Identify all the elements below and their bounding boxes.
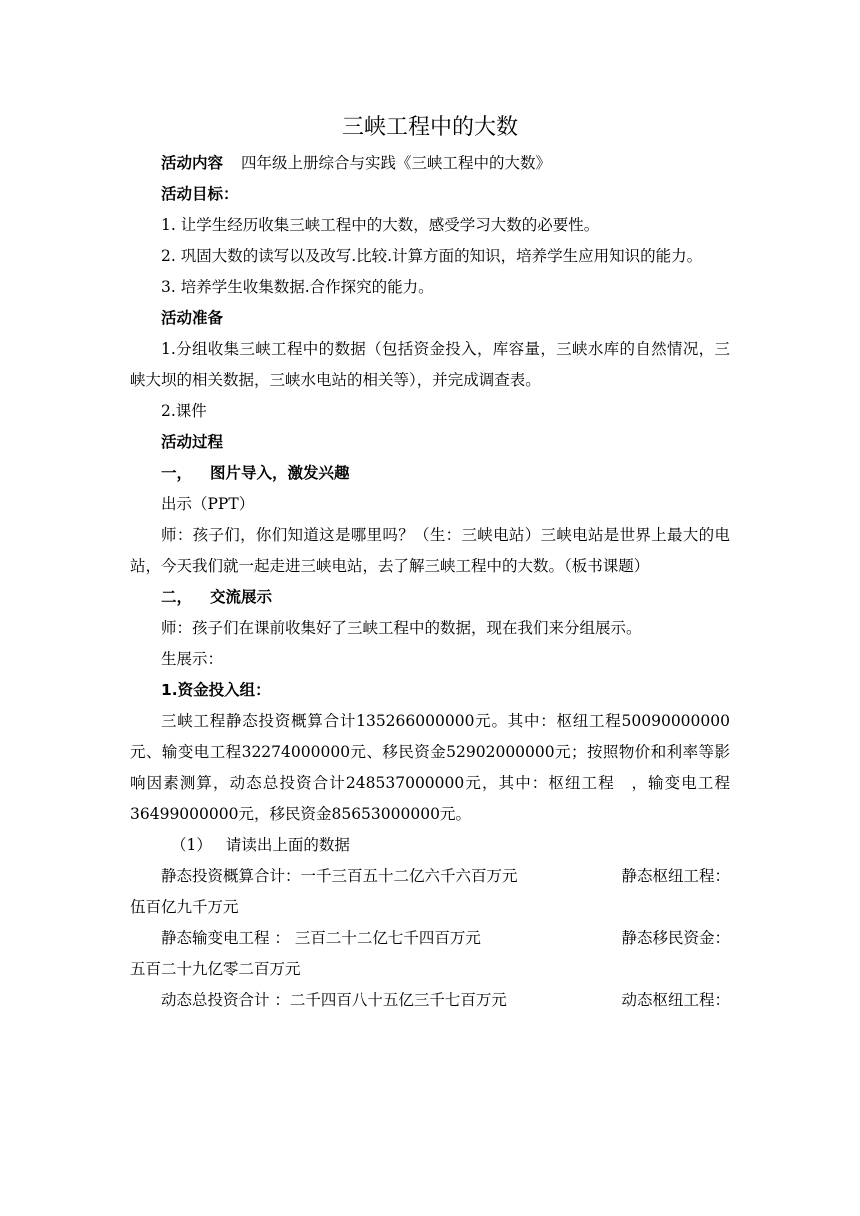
document-page [130, 110, 730, 1016]
group1-task [130, 830, 730, 861]
reading-left: 静态输变电工程 ： 三百二十二亿七千四百万元 [161, 929, 481, 947]
reading-line [130, 923, 730, 954]
process-heading: 活动过程 [161, 433, 224, 451]
reading-continuation: 伍百亿九千万元 [130, 898, 239, 916]
reading-continuation: 五百二十九亿零二百万元 [130, 960, 301, 978]
group1-text: 三峡工程静态投资概算合计135266000000元。其中：枢纽工程50090000000元、输变电工程32274000000元、移民资金52902000000元；按照物价和利率等影响因素测算，动态总投资合计248537000000元，其中：枢纽工程 ，输变电工程36499000000元，移民资金85653000000元。 [130, 712, 730, 823]
group1-task-number: （1） [171, 836, 212, 854]
section1-title: 图片导入，激发兴趣 [210, 464, 350, 482]
section2-number: 二， [161, 588, 193, 606]
section1-show: 出示（PPT） [161, 495, 255, 513]
section1-teacher: 师：孩子们，你们知道这是哪里吗？（生：三峡电站）三峡电站是世界上最大的电站，今天我们就一起走进三峡电站，去了解三峡工程中的大数。（板书课题） [130, 526, 730, 575]
section2-student: 生展示： [161, 650, 224, 668]
activity-content-label: 活动内容 [161, 154, 224, 172]
goals-heading: 活动目标： [161, 185, 239, 203]
section1-number: 一， [161, 464, 193, 482]
reading-line [130, 861, 730, 892]
page-title: 三峡工程中的大数 [341, 115, 518, 140]
reading-line [130, 985, 730, 1016]
prep-item: 2.课件 [161, 402, 207, 420]
reading-right: 静态枢纽工程： [621, 867, 730, 885]
group1-heading: 1.资金投入组： [161, 681, 271, 699]
reading-left: 静态投资概算合计：一千三百五十二亿六千六百万元 [161, 867, 518, 885]
goal-item: 2. 巩固大数的读写以及改写.比较.计算方面的知识，培养学生应用知识的能力。 [161, 247, 703, 265]
goal-item: 1. 让学生经历收集三峡工程中的大数，感受学习大数的必要性。 [161, 216, 600, 234]
activity-content [130, 148, 730, 179]
section1-heading [130, 458, 730, 489]
prep-heading: 活动准备 [161, 309, 224, 327]
activity-content-text: 四年级上册综合与实践《三峡工程中的大数》 [241, 154, 552, 172]
prep-item: 1.分组收集三峡工程中的数据（包括资金投入，库容量，三峡水库的自然情况，三峡大坝的相关数据，三峡水电站的相关等），并完成调查表。 [130, 340, 730, 389]
reading-right: 静态移民资金： [621, 929, 730, 947]
reading-right: 动态枢纽工程： [621, 991, 730, 1009]
section2-title: 交流展示 [210, 588, 273, 606]
group1-task-text: 请读出上面的数据 [225, 836, 350, 854]
section2-heading [130, 582, 730, 613]
goal-item: 3. 培养学生收集数据.合作探究的能力。 [161, 278, 434, 296]
section2-teacher: 师：孩子们在课前收集好了三峡工程中的数据，现在我们来分组展示。 [161, 619, 642, 637]
reading-left: 动态总投资合计 ：二千四百八十五亿三千七百万元 [161, 991, 507, 1009]
